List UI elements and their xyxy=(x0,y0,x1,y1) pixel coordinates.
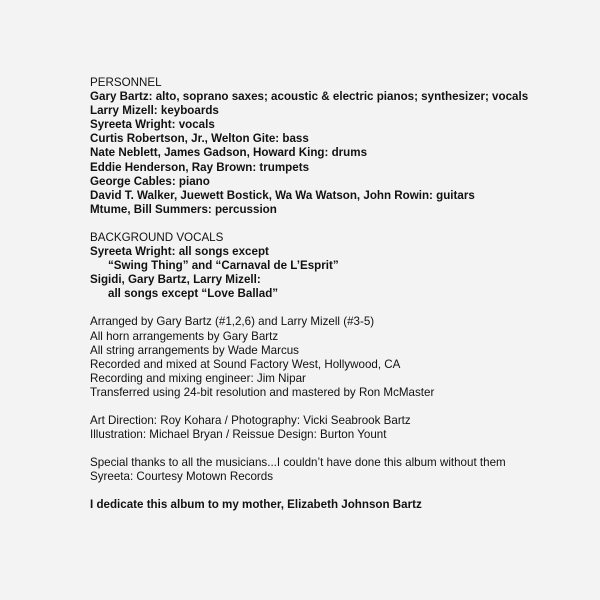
dedication-line: I dedicate this album to my mother, Elizabeth Johnson Bartz xyxy=(90,498,422,512)
personnel-heading: PERSONNEL xyxy=(90,76,162,89)
background-vocals-line: Sigidi, Gary Bartz, Larry Mizell: xyxy=(90,273,261,287)
personnel-line: David T. Walker, Juewett Bostick, Wa Wa Watson, John Rowin: guitars xyxy=(90,188,475,202)
background-vocals-heading: BACKGROUND VOCALS xyxy=(90,230,224,244)
thanks-line: Special thanks to all the musicians...I couldn’t have done this album without them xyxy=(90,456,506,470)
personnel-section xyxy=(90,76,600,217)
design-credit-line: Illustration: Michael Bryan / Reissue Design: Burton Yount xyxy=(90,428,387,442)
section-spacer xyxy=(90,301,600,315)
credit-line: All horn arrangements by Gary Bartz xyxy=(90,329,279,343)
section-spacer xyxy=(90,442,600,456)
background-vocals-section xyxy=(90,231,600,301)
background-vocals-line: “Swing Thing” and “Carnaval de L’Esprit” xyxy=(108,259,339,273)
credits-section xyxy=(90,315,600,400)
dedication-section xyxy=(90,498,600,512)
section-spacer xyxy=(90,400,600,414)
personnel-line: Syreeta Wright: vocals xyxy=(90,118,215,132)
personnel-line: George Cables: piano xyxy=(90,174,210,188)
design-section xyxy=(90,414,600,442)
design-credit-line: Art Direction: Roy Kohara / Photography: Vicki Seabrook Bartz xyxy=(90,413,411,427)
credit-line: Recorded and mixed at Sound Factory West, Hollywood, CA xyxy=(90,357,401,371)
personnel-line: Nate Neblett, James Gadson, Howard King: drums xyxy=(90,146,368,160)
credit-line: Arranged by Gary Bartz (#1,2,6) and Larry Mizell (#3-5) xyxy=(90,315,375,329)
background-vocals-line: Syreeta Wright: all songs except xyxy=(90,245,269,259)
credit-line: Transferred using 24-bit resolution and mastered by Ron McMaster xyxy=(90,385,435,399)
personnel-line: Curtis Robertson, Jr., Welton Gite: bass xyxy=(90,132,309,146)
thanks-line: Syreeta: Courtesy Motown Records xyxy=(90,470,273,484)
credit-line: Recording and mixing engineer: Jim Nipar xyxy=(90,371,306,385)
personnel-line: Larry Mizell: keyboards xyxy=(90,104,219,118)
background-vocals-line: all songs except “Love Ballad” xyxy=(108,287,279,301)
personnel-line: Eddie Henderson, Ray Brown: trumpets xyxy=(90,160,310,174)
section-spacer xyxy=(90,484,600,498)
credit-line: All string arrangements by Wade Marcus xyxy=(90,343,299,357)
personnel-line: Mtume, Bill Summers: percussion xyxy=(90,202,277,216)
personnel-line: Gary Bartz: alto, soprano saxes; acoustic & electric pianos; synthesizer; vocals xyxy=(90,90,529,104)
section-spacer xyxy=(90,217,600,231)
thanks-section xyxy=(90,456,600,484)
